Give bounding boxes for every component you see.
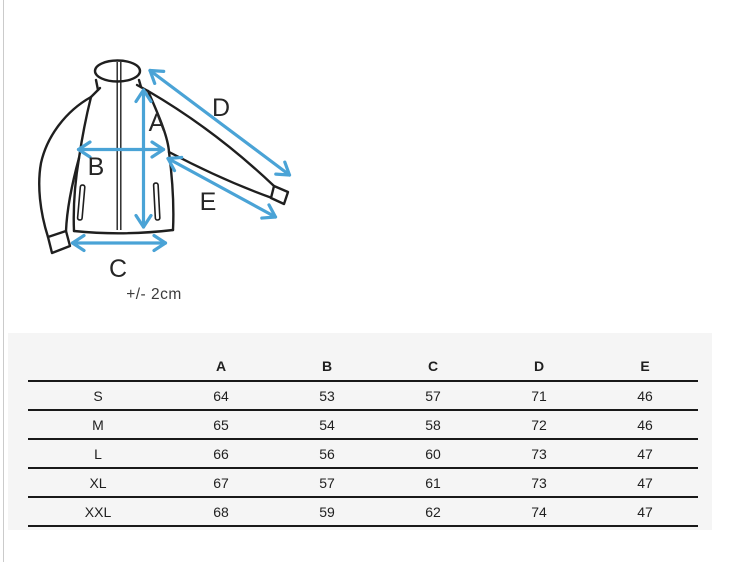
table-cell: 57: [274, 468, 380, 497]
right-sleeve-inner: [169, 152, 272, 198]
size-label: M: [28, 410, 168, 439]
table-cell: 66: [168, 439, 274, 468]
size-label: XXL: [28, 497, 168, 526]
table-cell: 47: [592, 468, 698, 497]
table-cell: 61: [380, 468, 486, 497]
header-row: [28, 333, 698, 381]
right-pocket-slit: [154, 183, 160, 220]
table-row-m: [28, 410, 698, 439]
table-cell: 65: [168, 410, 274, 439]
table-cell: 71: [486, 381, 592, 410]
table-cell: 67: [168, 468, 274, 497]
col-header-d: D: [486, 333, 592, 381]
measure-label-b: B: [87, 153, 105, 181]
tolerance-note: +/- 2cm: [126, 286, 182, 303]
right-cuff: [271, 186, 288, 204]
col-header-e: E: [592, 333, 698, 381]
measure-label-a: A: [148, 109, 166, 137]
table-cell: 73: [486, 439, 592, 468]
table-cell: 59: [274, 497, 380, 526]
table-row-xxl: [28, 497, 698, 526]
table-row-s: [28, 381, 698, 410]
size-label: S: [28, 381, 168, 410]
table-row-l: [28, 439, 698, 468]
left-sleeve-outer: [39, 97, 91, 237]
zipper: [117, 62, 121, 230]
table-cell: 62: [380, 497, 486, 526]
table-row-xl: [28, 468, 698, 497]
measure-label-d: D: [211, 94, 231, 122]
table-cell: 46: [592, 410, 698, 439]
size-table-panel: [8, 333, 712, 530]
table-cell: 54: [274, 410, 380, 439]
table-cell: 47: [592, 497, 698, 526]
jacket-outline: [39, 61, 288, 254]
table-cell: 56: [274, 439, 380, 468]
table-cell: 58: [380, 410, 486, 439]
table-cell: 68: [168, 497, 274, 526]
hem: [74, 230, 173, 233]
size-label: XL: [28, 468, 168, 497]
size-label: L: [28, 439, 168, 468]
table-cell: 73: [486, 468, 592, 497]
left-cuff: [48, 231, 70, 253]
col-header-b: B: [274, 333, 380, 381]
size-column-header: [28, 333, 168, 381]
col-header-a: A: [168, 333, 274, 381]
collar-left-side: [96, 80, 98, 90]
table-cell: 72: [486, 410, 592, 439]
table-cell: 47: [592, 439, 698, 468]
measure-label-c: C: [108, 255, 128, 283]
jacket-measurement-figure: [0, 0, 320, 320]
pockets: [77, 183, 160, 220]
table-cell: 57: [380, 381, 486, 410]
table-cell: 53: [274, 381, 380, 410]
size-table: [28, 333, 698, 527]
measure-arrow-e-icon: [168, 159, 276, 218]
col-header-c: C: [380, 333, 486, 381]
measure-arrows: [73, 71, 290, 244]
table-cell: 64: [168, 381, 274, 410]
left-pocket-slit: [77, 185, 85, 220]
table-cell: 46: [592, 381, 698, 410]
table-cell: 60: [380, 439, 486, 468]
table-cell: 74: [486, 497, 592, 526]
measure-label-e: E: [199, 188, 217, 216]
